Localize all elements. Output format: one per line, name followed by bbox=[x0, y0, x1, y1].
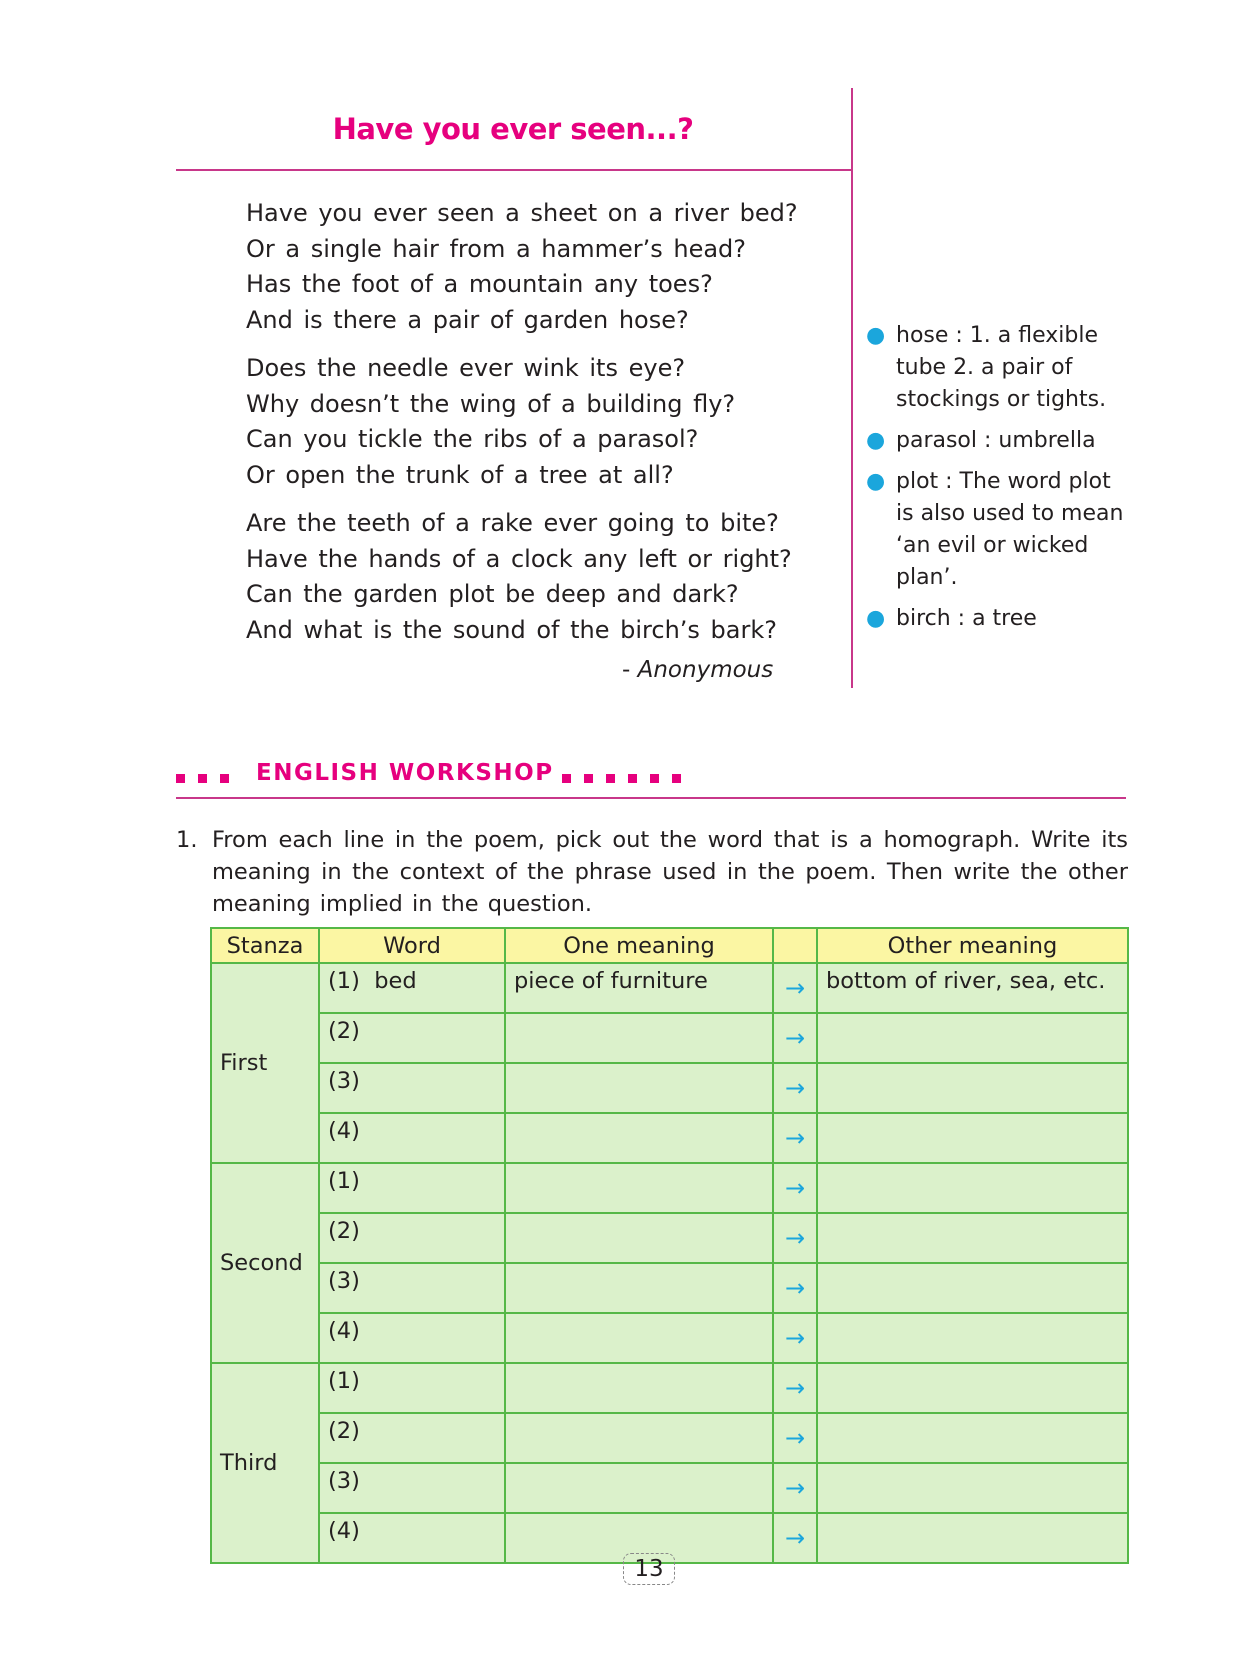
one-meaning-cell bbox=[505, 1163, 773, 1213]
one-meaning-cell: piece of furniture bbox=[505, 963, 773, 1013]
table-header-row bbox=[211, 928, 1128, 963]
header-stanza: Stanza bbox=[211, 928, 319, 963]
arrow-icon: → bbox=[773, 1313, 817, 1363]
bullet-icon: ● bbox=[866, 469, 886, 494]
question-number: 1. bbox=[176, 827, 198, 853]
word-cell: (2) bbox=[319, 1413, 505, 1463]
example-word: bed bbox=[374, 968, 417, 994]
one-meaning-cell bbox=[505, 1213, 773, 1263]
workshop-title: ENGLISH WORKSHOP bbox=[256, 760, 554, 786]
square-icon bbox=[584, 774, 593, 783]
table-row bbox=[211, 1263, 1128, 1313]
other-meaning-cell bbox=[817, 1463, 1128, 1513]
table-row bbox=[211, 1063, 1128, 1113]
square-icon bbox=[672, 774, 681, 783]
workshop-divider bbox=[176, 797, 1126, 799]
other-meaning-cell: bottom of river, sea, etc. bbox=[817, 963, 1128, 1013]
poem-line: Or a single hair from a hammer’s head? bbox=[246, 234, 747, 263]
page-number: 13 bbox=[623, 1553, 675, 1585]
poem-stanza-1 bbox=[246, 196, 798, 338]
question-text: From each line in the poem, pick out the word that is a homograph. Write its meaning in the context of the phrase used in the poem. Then write the other meaning implied in the question. bbox=[212, 827, 1128, 917]
arrow-icon: → bbox=[773, 1113, 817, 1163]
one-meaning-cell bbox=[505, 1113, 773, 1163]
glossary-item bbox=[866, 320, 1126, 416]
poem-line: Can the garden plot be deep and dark? bbox=[246, 580, 739, 608]
arrow-icon: → bbox=[773, 1263, 817, 1313]
author-name: Anonymous bbox=[637, 657, 774, 683]
word-cell: (2) bbox=[319, 1213, 505, 1263]
poem-stanza-3 bbox=[246, 506, 792, 648]
one-meaning-cell bbox=[505, 1463, 773, 1513]
arrow-icon: → bbox=[773, 1163, 817, 1213]
glossary-item bbox=[866, 466, 1126, 594]
table-row bbox=[211, 1013, 1128, 1063]
poem-line: And is there a pair of garden hose? bbox=[246, 305, 689, 334]
one-meaning-cell bbox=[505, 1063, 773, 1113]
glossary-item bbox=[866, 425, 1126, 457]
poem-author bbox=[622, 657, 773, 683]
square-icon bbox=[198, 774, 207, 783]
other-meaning-cell bbox=[817, 1313, 1128, 1363]
glossary-item bbox=[866, 603, 1126, 635]
table-row bbox=[211, 1313, 1128, 1363]
poem-line: Does the needle ever wink its eye? bbox=[246, 354, 686, 382]
word-cell: (2) bbox=[319, 1013, 505, 1063]
header-arrow bbox=[773, 928, 817, 963]
other-meaning-cell bbox=[817, 1213, 1128, 1263]
word-cell bbox=[319, 963, 505, 1013]
one-meaning-cell bbox=[505, 1363, 773, 1413]
word-cell: (4) bbox=[319, 1113, 505, 1163]
bullet-icon: ● bbox=[866, 428, 886, 453]
word-cell: (4) bbox=[319, 1313, 505, 1363]
glossary-text: hose : 1. a flexible tube 2. a pair of stockings or tights. bbox=[896, 323, 1107, 412]
table-row bbox=[211, 1213, 1128, 1263]
poem-line: And what is the sound of the birch’s bark? bbox=[246, 615, 777, 644]
poem-line: Why doesn’t the wing of a building fly? bbox=[246, 389, 736, 418]
glossary-text: plot : The word plot is also used to mean ‘an evil or wicked plan’. bbox=[896, 469, 1124, 590]
poem-title: Have you ever seen...? bbox=[332, 112, 694, 146]
square-icon bbox=[628, 774, 637, 783]
poem-line: Can you tickle the ribs of a parasol? bbox=[246, 425, 699, 453]
glossary-text: birch : a tree bbox=[896, 606, 1037, 631]
square-icon bbox=[650, 774, 659, 783]
vertical-divider bbox=[851, 88, 853, 688]
poem-line: Or open the trunk of a tree at all? bbox=[246, 460, 674, 489]
title-divider bbox=[176, 169, 853, 171]
other-meaning-cell bbox=[817, 1113, 1128, 1163]
one-meaning-cell bbox=[505, 1013, 773, 1063]
header-one-meaning: One meaning bbox=[505, 928, 773, 963]
arrow-icon: → bbox=[773, 1363, 817, 1413]
table-row bbox=[211, 1413, 1128, 1463]
square-icon bbox=[606, 774, 615, 783]
stanza-label: Third bbox=[211, 1363, 319, 1563]
stanza-label: Second bbox=[211, 1163, 319, 1363]
poem-stanza-2 bbox=[246, 351, 735, 493]
square-icon bbox=[220, 774, 229, 783]
arrow-icon: → bbox=[773, 1213, 817, 1263]
homograph-table bbox=[210, 927, 1129, 1564]
word-cell: (3) bbox=[319, 1263, 505, 1313]
poem-line: Have you ever seen a sheet on a river bed? bbox=[246, 199, 798, 227]
arrow-icon: → bbox=[773, 1513, 817, 1563]
arrow-icon: → bbox=[773, 963, 817, 1013]
other-meaning-cell bbox=[817, 1263, 1128, 1313]
word-cell: (3) bbox=[319, 1063, 505, 1113]
other-meaning-cell bbox=[817, 1513, 1128, 1563]
bullet-icon: ● bbox=[866, 606, 886, 631]
workshop-header bbox=[176, 760, 1126, 790]
one-meaning-cell bbox=[505, 1313, 773, 1363]
table-row bbox=[211, 1163, 1128, 1213]
arrow-icon: → bbox=[773, 1463, 817, 1513]
word-cell: (4) bbox=[319, 1513, 505, 1563]
other-meaning-cell bbox=[817, 1413, 1128, 1463]
row-number: (1) bbox=[328, 968, 360, 994]
stanza-label: First bbox=[211, 963, 319, 1163]
one-meaning-cell bbox=[505, 1263, 773, 1313]
bullet-icon: ● bbox=[866, 323, 886, 348]
poem-line: Are the teeth of a rake ever going to bite? bbox=[246, 509, 779, 537]
other-meaning-cell bbox=[817, 1363, 1128, 1413]
glossary bbox=[866, 320, 1126, 644]
question-1 bbox=[176, 824, 1128, 920]
other-meaning-cell bbox=[817, 1163, 1128, 1213]
other-meaning-cell bbox=[817, 1013, 1128, 1063]
arrow-icon: → bbox=[773, 1413, 817, 1463]
square-icon bbox=[176, 774, 185, 783]
table-row bbox=[211, 1463, 1128, 1513]
poem-line: Have the hands of a clock any left or right? bbox=[246, 544, 792, 573]
header-word: Word bbox=[319, 928, 505, 963]
table-row bbox=[211, 963, 1128, 1013]
other-meaning-cell bbox=[817, 1063, 1128, 1113]
table-row bbox=[211, 1363, 1128, 1413]
poem-line: Has the foot of a mountain any toes? bbox=[246, 270, 713, 298]
one-meaning-cell bbox=[505, 1413, 773, 1463]
word-cell: (1) bbox=[319, 1363, 505, 1413]
arrow-icon: → bbox=[773, 1063, 817, 1113]
table-row bbox=[211, 1113, 1128, 1163]
word-cell: (1) bbox=[319, 1163, 505, 1213]
header-other-meaning: Other meaning bbox=[817, 928, 1128, 963]
glossary-text: parasol : umbrella bbox=[896, 428, 1096, 453]
arrow-icon: → bbox=[773, 1013, 817, 1063]
author-dash: - bbox=[622, 657, 631, 683]
word-cell: (3) bbox=[319, 1463, 505, 1513]
square-icon bbox=[562, 774, 571, 783]
